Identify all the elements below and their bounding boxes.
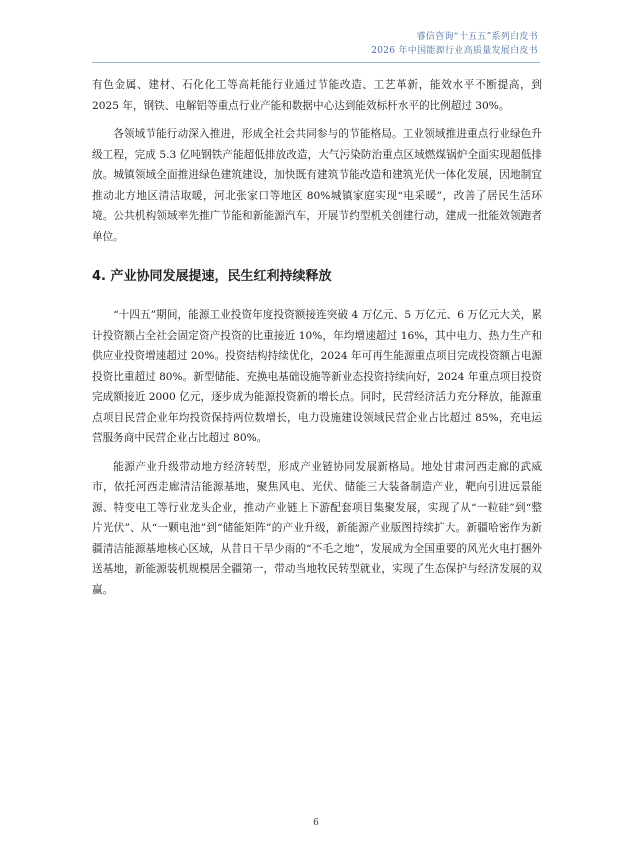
paragraph: 能源产业升级带动地方经济转型，形成产业链协同发展新格局。地处甘肃河西走廊的武威市，依托河西走廊清洁能源基地，聚焦风电、光伏、储能三大装备制造产业，靶向引进远景能源、特变电工等行业龙头企业，推动产业链上下游配套项目集聚发展，实现了从“一粒硅”到“整片光伏”、从“一颗电池”到“储能矩阵”的产业升级，新能源产业版图持续扩大。新疆哈密作为新疆清洁能源基地核心区域，从昔日干旱少雨的“不毛之地”，发展成为全国重要的风光火电打捆外送基地，新能源装机规模居全疆第一，带动当地牧民转型就业，实现了生态保护与经济发展的双赢。: [92, 460, 542, 596]
header-subtitle: 2026 年中国能源行业高质量发展白皮书: [371, 46, 538, 56]
page-number: 6: [313, 818, 319, 828]
paragraph: 各领域节能行动深入推进，形成全社会共同参与的节能格局。工业领域推进重点行业绿色升级工程，完成 5.3 亿吨钢铁产能超低排放改造，大气污染防治重点区域燃煤锅炉全面实现超低排放。城镇领域全面推进绿色建筑建设，加快既有建筑节能改造和建筑光伏一体化发展，因地制宜推动北方地区清洁取暖，河北张家口等地区 80%城镇家庭实现“电采暖”，改善了居民生活环境。公共机构领域率先推广节能和新能源汽车，开展节约型机关创建行动，建成一批能效领跑者单位。: [92, 128, 542, 243]
document-body: [92, 75, 542, 600]
paragraph: “十四五”期间，能源工业投资年度投资额接连突破 4 万亿元、5 万亿元、6 万亿元大关，累计投资额占全社会固定资产投资的比重接近 10%，年均增速超过 16%，其中电力、热力生产和供应业投资增速超过 20%。投资结构持续优化，2024 年可再生能源重点项目完成投资额占电源投资比重超过 80%。新型储能、充换电基础设施等新业态投资持续向好，2024 年重点项目投资完成额接近 2000 亿元，逐步成为能源投资新的增长点。同时，民营经济活力充分释放，能源重点项目民营企业年均投资保持两位数增长，电力设施建设领域民营企业占比超过 85%，充电运营服务商中民营企业占比超过 80%。: [92, 309, 542, 444]
section-heading: 4. 产业协同发展提速，民生红利持续释放: [92, 269, 332, 284]
header-series: 睿信咨询“十五五”系列白皮书: [416, 32, 538, 42]
header-divider: [92, 62, 540, 63]
paragraph: 有色金属、建材、石化化工等高耗能行业通过节能改造、工艺革新，能效水平不断提高，到 2025 年，钢铁、电解铝等重点行业产能和数据中心达到能效标杆水平的比例超过 30%。: [92, 79, 542, 112]
page-header: [371, 30, 538, 58]
